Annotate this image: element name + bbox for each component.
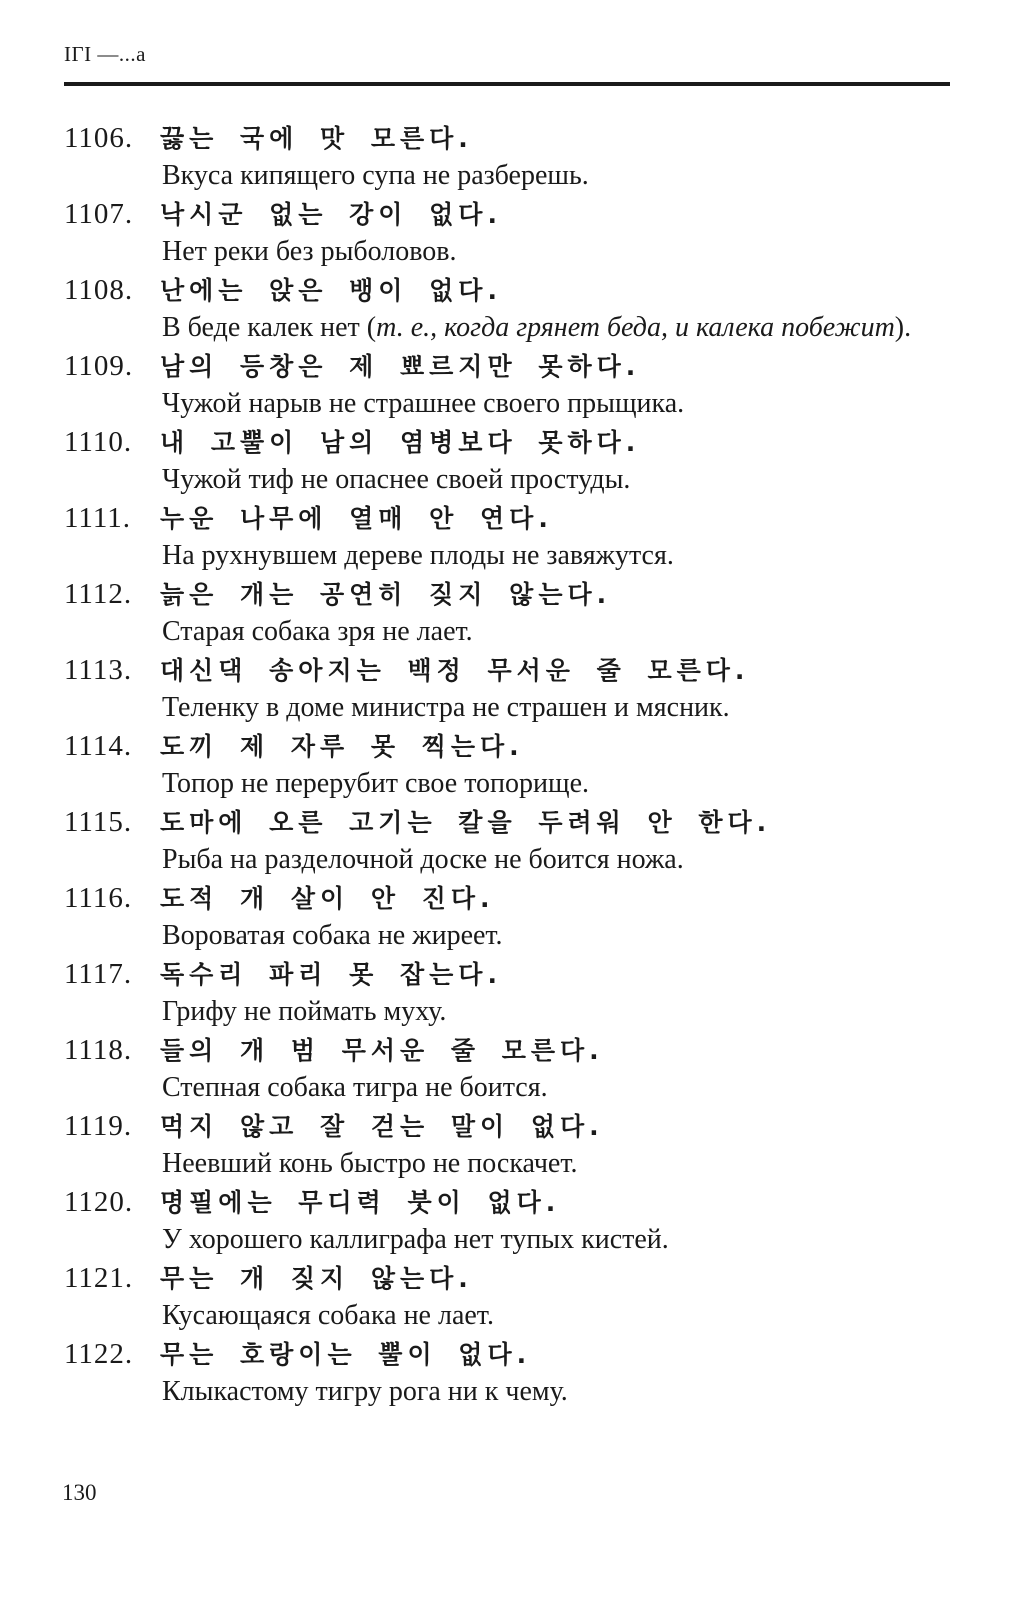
korean-proverb: 대신댁 송아지는 백정 무서운 줄 모른다. [160,656,750,685]
entry-number: 1111. [64,502,132,534]
entry-number: 1113. [64,654,133,686]
russian-translation: Кусающаяся собака не лает. [162,1300,494,1331]
russian-translation: У хорошего каллиграфа нет тупых кистей. [162,1224,669,1255]
proverb-entry [64,878,950,954]
entry-number: 1115. [64,806,133,838]
entry-number: 1108. [64,274,134,306]
russian-translation: На рухнувшем дереве плоды не завяжутся. [162,540,674,571]
korean-proverb: 무는 개 짖지 않는다. [160,1264,473,1293]
proverb-entry [64,954,950,1030]
proverb-entry [64,1258,950,1334]
russian-translation: Неевший конь быстро не поскачет. [162,1148,578,1179]
proverb-entry [64,1334,950,1410]
proverb-entry [64,498,950,574]
proverb-entry [64,422,950,498]
korean-proverb: 먹지 않고 잘 걷는 말이 없다. [160,1112,604,1141]
page-number: 130 [62,1480,97,1505]
entry-number: 1117. [64,958,133,990]
entry-number: 1106. [64,122,134,154]
korean-proverb: 난에는 앉은 뱅이 없다. [160,276,502,305]
proverb-entry [64,802,950,878]
korean-proverb: 도적 개 살이 안 진다. [160,884,495,913]
translation-gloss: т. е., когда грянет беда, и калека побежит [376,312,895,343]
header-rule [64,82,950,86]
entry-number: 1119. [64,1110,133,1142]
russian-translation: Чужой нарыв не страшнее своего прыщика. [162,388,685,419]
russian-translation: Теленку в доме министра не страшен и мясник. [162,692,730,723]
proverb-entry [64,194,950,270]
russian-translation [162,310,950,346]
proverb-entry [64,1030,950,1106]
proverb-entry [64,1182,950,1258]
entry-number: 1118. [64,1034,133,1066]
russian-translation: Клыкастому тигру рога ни к чему. [162,1376,568,1407]
proverb-list [64,118,950,1410]
russian-translation: Вороватая собака не жиреет. [162,920,503,951]
korean-proverb: 도마에 오른 고기는 칼을 두려워 안 한다. [160,808,772,837]
entry-number: 1114. [64,730,133,762]
russian-translation: Чужой тиф не опаснее своей простуды. [162,464,631,495]
russian-translation: Грифу не поймать муху. [162,996,447,1027]
proverb-entry [64,118,950,194]
entry-number: 1109. [64,350,134,382]
entry-number: 1120. [64,1186,134,1218]
korean-proverb: 내 고뿔이 남의 염병보다 못하다. [160,428,641,457]
entry-number: 1112. [64,578,133,610]
korean-proverb: 도끼 제 자루 못 찍는다. [160,732,524,761]
korean-proverb: 늙은 개는 공연히 짖지 않는다. [160,580,612,609]
translation-text: В беде калек нет ( [162,312,377,343]
russian-translation: Нет реки без рыболовов. [162,236,457,267]
translation-text-end: ). [894,312,912,343]
proverb-entry [64,650,950,726]
proverb-entry [64,270,950,346]
korean-proverb: 남의 등창은 제 뾰르지만 못하다. [160,352,641,381]
korean-proverb: 누운 나무에 열매 안 연다. [160,504,553,533]
proverb-entry [64,574,950,650]
proverb-entry [64,726,950,802]
entry-number: 1121. [64,1262,134,1294]
entry-number: 1110. [64,426,133,458]
korean-proverb: 명필에는 무디력 붓이 없다. [160,1188,561,1217]
proverb-entry [64,1106,950,1182]
korean-proverb: 낙시군 없는 강이 없다. [160,200,502,229]
korean-proverb: 독수리 파리 못 잡는다. [160,960,502,989]
korean-proverb: 끓는 국에 맛 모른다. [160,124,473,153]
russian-translation: Степная собака тигра не боится. [162,1072,548,1103]
proverb-entry [64,346,950,422]
korean-proverb: 무는 호랑이는 뿔이 없다. [160,1340,532,1369]
entry-number: 1107. [64,198,134,230]
russian-translation: Старая собака зря не лает. [162,616,473,647]
korean-proverb: 들의 개 범 무서운 줄 모른다. [160,1036,604,1065]
russian-translation: Топор не перерубит свое топорище. [162,768,590,799]
russian-translation: Рыба на разделочной доске не боится ножа. [162,844,684,875]
russian-translation: Вкуса кипящего супа не разберешь. [162,160,589,191]
running-head: IΓI —...a [64,42,146,66]
entry-number: 1122. [64,1338,134,1370]
entry-number: 1116. [64,882,133,914]
